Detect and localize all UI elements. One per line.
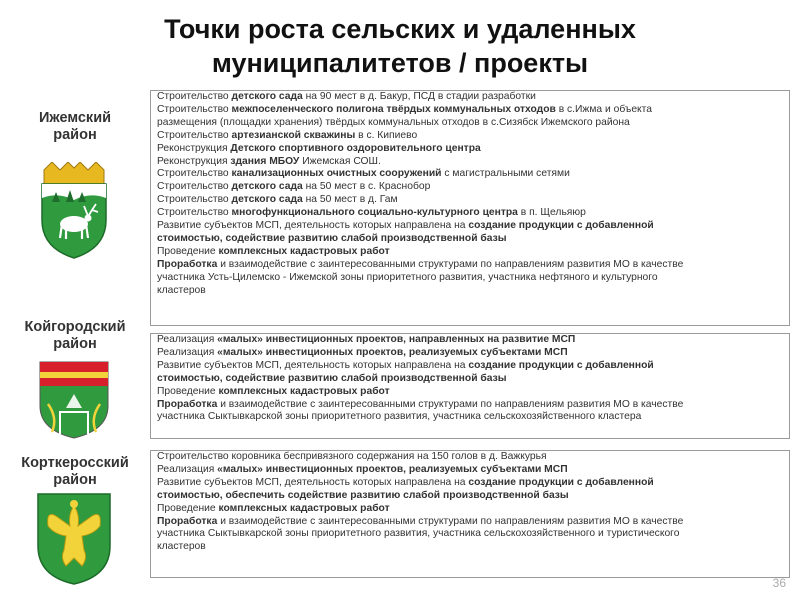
project-text: Реализация [157, 463, 218, 475]
projects-box-izhma [150, 90, 790, 326]
project-text: многофункционального социально-культурного центра [231, 207, 518, 219]
project-text: Проработка [157, 258, 218, 270]
project-line [157, 451, 783, 464]
project-line [157, 233, 783, 246]
project-line [157, 399, 783, 412]
project-text: комплексных кадастровых работ [218, 502, 390, 514]
project-line [157, 373, 783, 386]
kortkeros-coat-of-arms-icon [36, 492, 112, 586]
izhma-coat-of-arms-icon [38, 162, 110, 260]
project-text: Строительство [157, 129, 232, 141]
project-text: в п. Щельяюр [517, 207, 586, 219]
project-line [157, 207, 783, 220]
project-text: стоимостью, содействие развитию слабой производственной базы [157, 372, 507, 384]
project-text: кластеров [157, 541, 206, 553]
project-line [157, 360, 783, 373]
project-text: размещения (площадки хранения) твёрдых коммунальных отходов в с.Сизябск Ижемского района [157, 116, 630, 128]
project-text: Развитие субъектов МСП, деятельность которых направлена на [157, 220, 469, 232]
project-line [157, 130, 783, 143]
project-text: Проведение [157, 502, 219, 514]
project-line [157, 285, 783, 298]
project-line [157, 347, 783, 360]
project-line [157, 334, 783, 347]
project-text: на 50 мест в с. Краснобор [302, 181, 431, 193]
project-text: комплексных кадастровых работ [218, 245, 390, 257]
project-line [157, 259, 783, 272]
project-text: Проведение [157, 385, 219, 397]
district-name-suffix: район [53, 472, 97, 488]
district-label-kortkeros [0, 455, 150, 489]
district-name: Ижемский [38, 110, 112, 126]
project-text: детского сада [231, 194, 303, 206]
project-line [157, 246, 783, 259]
project-text: Развитие субъектов МСП, деятельность которых направлена на [157, 476, 469, 488]
project-text: кластеров [157, 284, 206, 296]
district-label-koygorodok [0, 319, 150, 353]
project-text: Строительство [157, 103, 232, 115]
project-text: артезианской скважины [231, 129, 356, 141]
project-text: в с. Кипиево [355, 129, 418, 141]
project-text: Реализация [157, 346, 218, 358]
project-line [157, 490, 783, 503]
title-line-1: Точки роста сельских и удаленных [164, 14, 636, 44]
project-line [157, 104, 783, 117]
project-text: и взаимодействие с заинтересованными структурами по направлениям развития МО в качестве [217, 515, 684, 527]
project-text: «малых» инвестиционных проектов, реализуемых субъектами МСП [217, 463, 568, 475]
project-text: Реализация [157, 334, 218, 345]
project-text: Строительство [157, 181, 232, 193]
project-line [157, 272, 783, 285]
koygorodok-coat-of-arms-icon [38, 360, 110, 440]
project-text: участника Сыктывкарской зоны приоритетного развития, участника сельскохозяйственного и туристического [157, 528, 680, 540]
project-text: Строительство [157, 168, 232, 180]
project-line [157, 156, 783, 169]
district-name-suffix: район [53, 336, 97, 352]
project-text: детского сада [231, 91, 303, 102]
project-text: комплексных кадастровых работ [218, 385, 390, 397]
project-text: с магистральными сетями [441, 168, 570, 180]
district-label-izhma [0, 110, 150, 144]
project-text: Ижемская СОШ. [299, 155, 381, 167]
project-text: Проработка [157, 515, 218, 527]
project-text: Проведение [157, 245, 219, 257]
project-text: канализационных очистных сооружений [231, 168, 442, 180]
district-name-suffix: район [53, 127, 97, 143]
project-text: Строительство [157, 194, 232, 206]
project-text: «малых» инвестиционных проектов, направленных на развитие МСП [217, 334, 576, 345]
project-line [157, 117, 783, 130]
project-text: на 50 мест в д. Гам [302, 194, 398, 206]
project-text: детского сада [231, 181, 303, 193]
project-text: Строительство [157, 91, 232, 102]
project-text: создание продукции с добавленной [468, 220, 654, 232]
project-text: здания МБОУ [230, 155, 300, 167]
page-number: 36 [772, 576, 786, 590]
project-line [157, 503, 783, 516]
project-line [157, 516, 783, 529]
projects-box-koygorodok [150, 333, 790, 439]
project-text: стоимостью, обеспечить содействие развитию слабой производственной базы [157, 489, 569, 501]
project-text: участника Сыктывкарской зоны приоритетного развития, участника сельскохозяйственного кластера [157, 411, 642, 423]
project-text: участника Усть-Цилемско - Ижемской зоны приоритетного развития, участника нефтяного и культурного [157, 271, 658, 283]
project-line [157, 464, 783, 477]
project-text: «малых» инвестиционных проектов, реализуемых субъектами МСП [217, 346, 568, 358]
project-text: и взаимодействие с заинтересованными структурами по направлениям развития МО в качестве [217, 258, 684, 270]
page-title [0, 12, 800, 80]
project-line [157, 194, 783, 207]
project-text: Реконструкция [157, 142, 231, 154]
project-line [157, 91, 783, 104]
title-line-2: муниципалитетов / проекты [211, 48, 589, 78]
project-text: Строительство коровника беспривязного содержания на 150 голов в д. Важкурья [157, 451, 547, 462]
project-line [157, 386, 783, 399]
project-line [157, 477, 783, 490]
project-text: Развитие субъектов МСП, деятельность которых направлена на [157, 359, 469, 371]
project-line [157, 541, 783, 554]
project-line [157, 181, 783, 194]
district-name: Койгородский [24, 319, 126, 335]
project-text: на 90 мест в д. Бакур, ПСД в стадии разработки [302, 91, 536, 102]
project-text: стоимостью, содействие развитию слабой производственной базы [157, 232, 507, 244]
project-text: в с.Ижма и объекта [555, 103, 652, 115]
project-line [157, 168, 783, 181]
project-text: Детского спортивного оздоровительного центра [230, 142, 481, 154]
project-line [157, 143, 783, 156]
project-text: межпоселенческого полигона твёрдых коммунальных отходов [231, 103, 556, 115]
projects-box-kortkeros [150, 450, 790, 578]
project-text: и взаимодействие с заинтересованными структурами по направлениям развития МО в качестве [217, 398, 684, 410]
project-line [157, 528, 783, 541]
project-text: Реконструкция [157, 155, 231, 167]
project-text: Проработка [157, 398, 218, 410]
project-text: создание продукции с добавленной [468, 359, 654, 371]
district-name: Корткеросский [21, 455, 129, 471]
project-text: создание продукции с добавленной [468, 476, 654, 488]
project-line [157, 220, 783, 233]
project-text: Строительство [157, 207, 232, 219]
project-line [157, 411, 783, 424]
